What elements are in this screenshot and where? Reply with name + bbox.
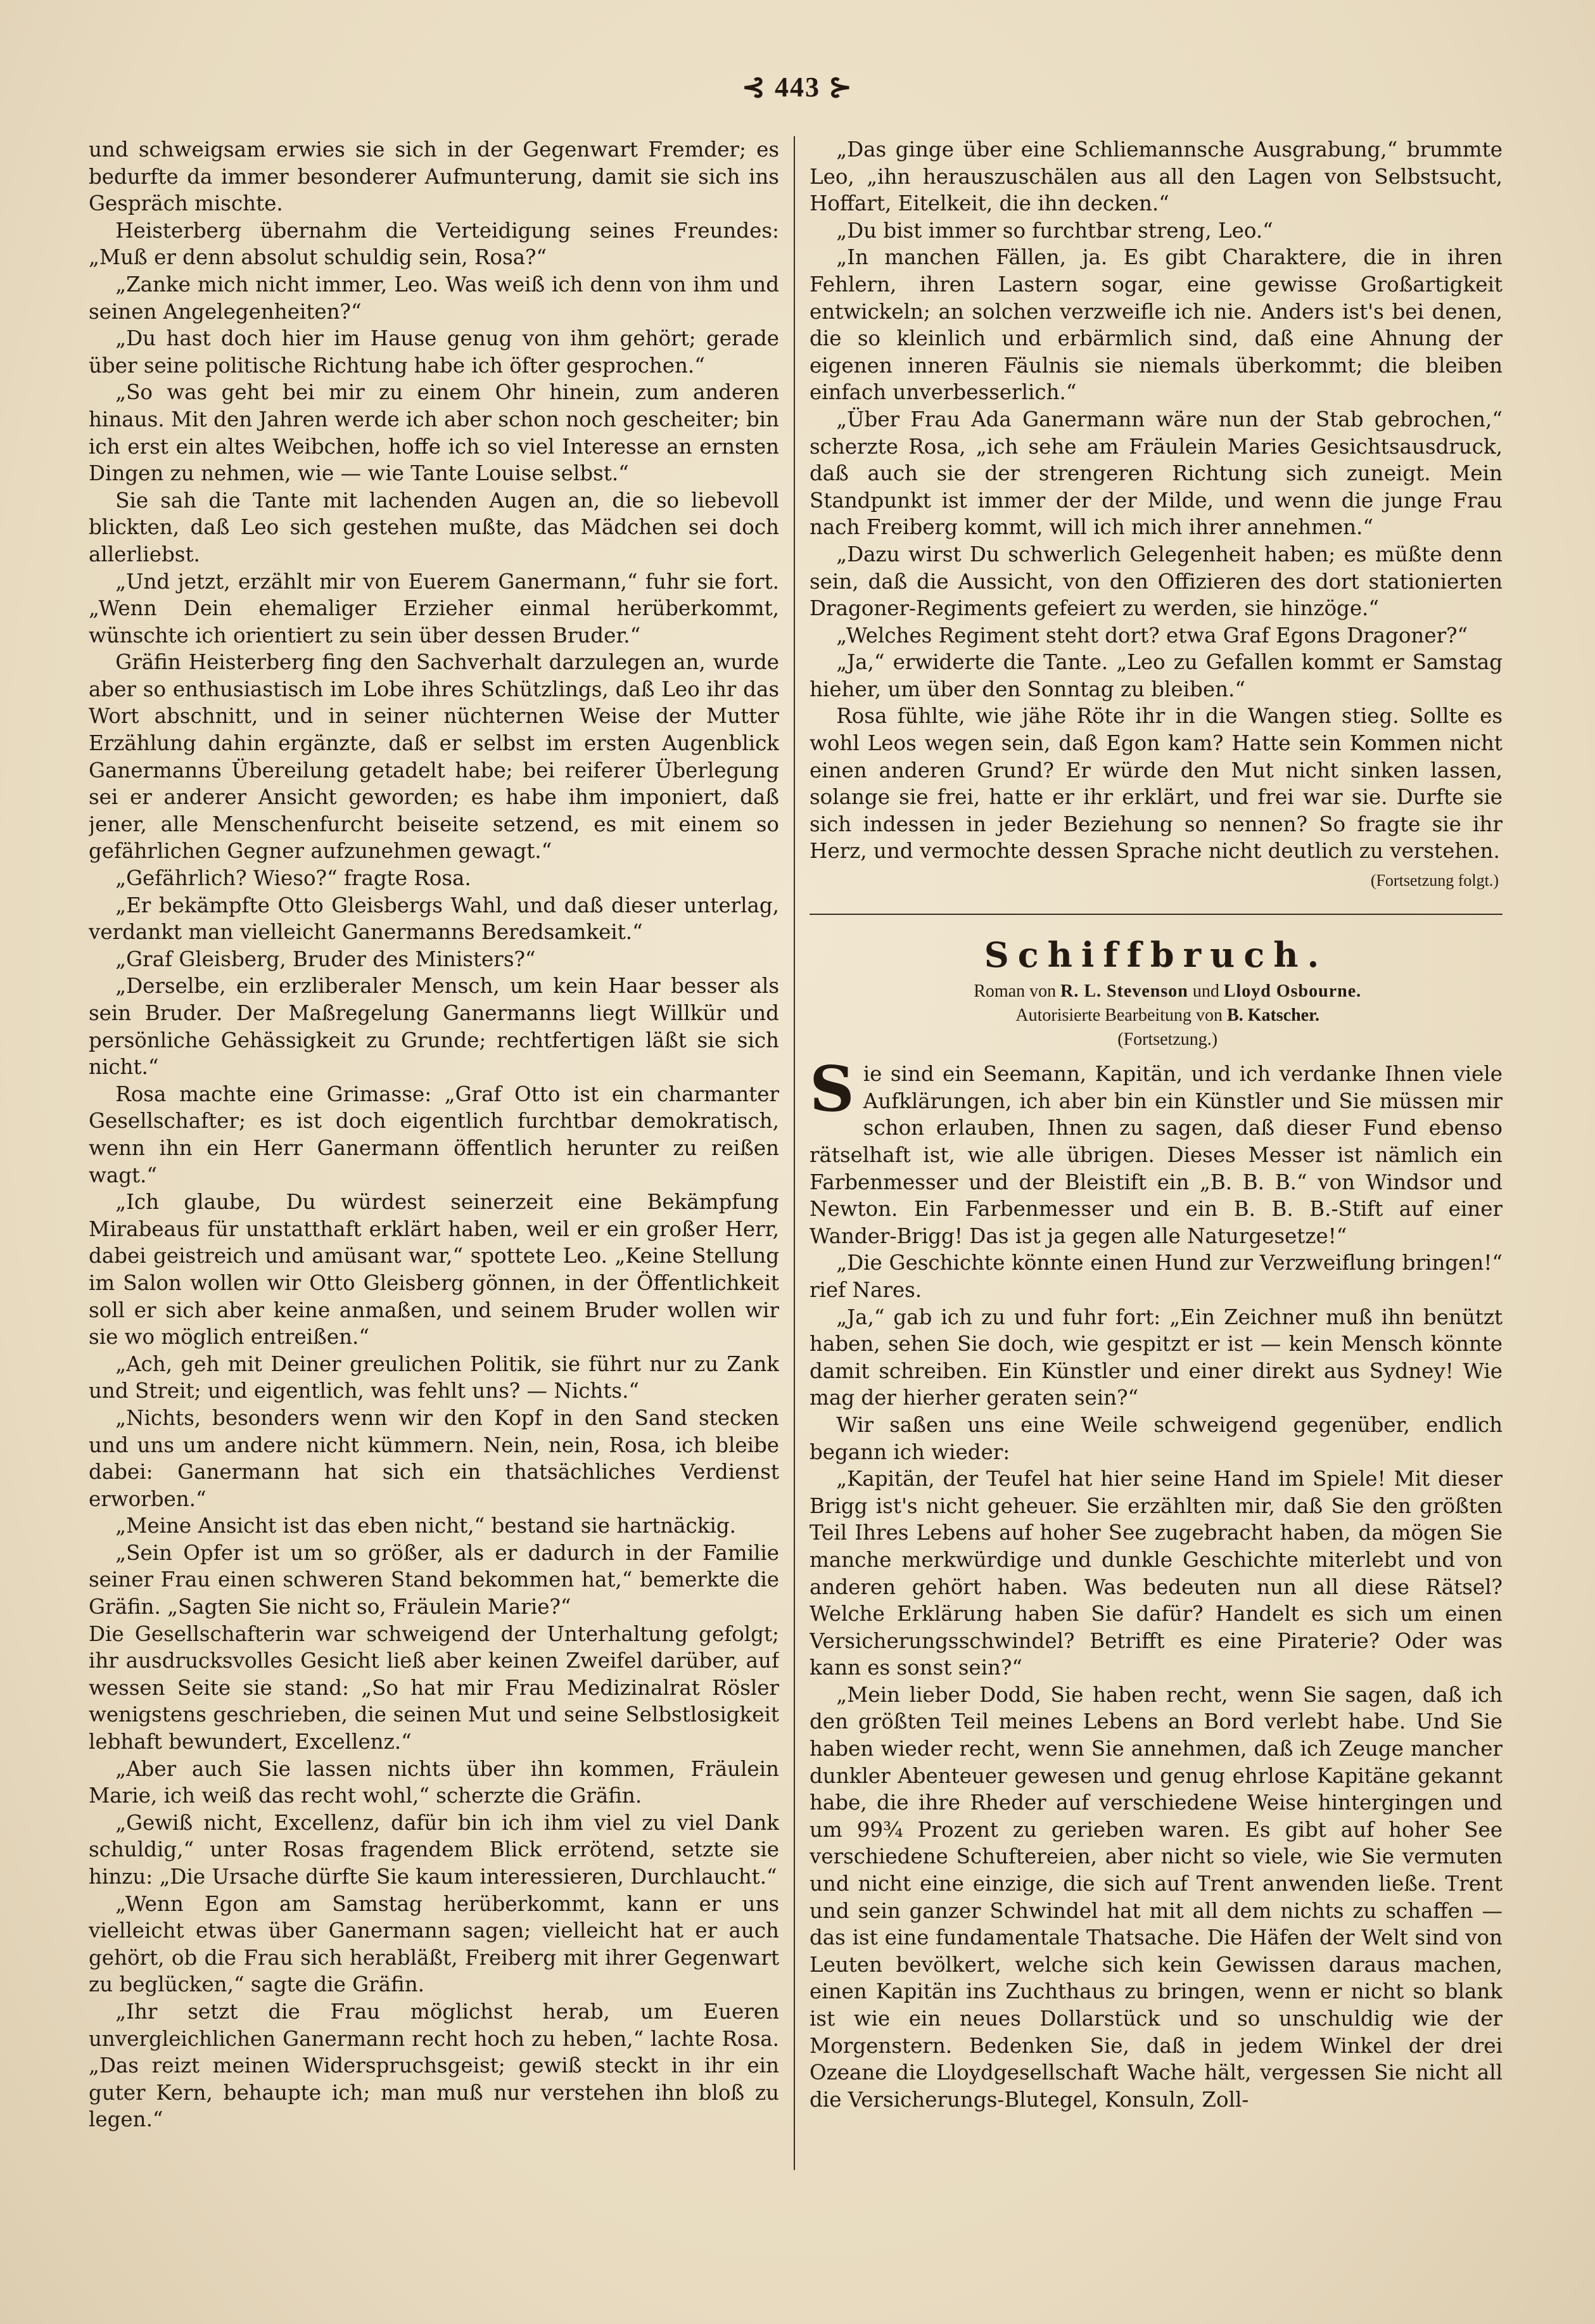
author-1: R. L. Stevenson [1060,981,1188,1002]
story-first-paragraph [810,1053,1503,1249]
paragraph: „Über Frau Ada Ganermann wäre nun der Stab gebrochen,“ scherzte Rosa, „ich sehe am Fräulein Maries Gesichtsausdruck, daß auch sie der strengeren Richtung sich zuneigt. Mein Standpunkt ist immer der der Milde, und wenn die junge Frau nach Freiberg kommt, will ich mich ihrer annehmen.“ [810,407,1503,540]
story-title: Schiffbruch. [984,934,1328,975]
paragraph: „Und jetzt, erzählt mir von Euerem Ganermann,“ fuhr sie fort. „Wenn Dein ehemaliger Erzieher einmal herüberkommt, wünschte ich orientiert zu sein über dessen Bruder.“ [89,569,779,648]
paragraph: „Graf Gleisberg, Bruder des Ministers?“ [115,947,536,971]
paragraph: „Nichts, besonders wenn wir den Kopf in den Sand stecken und uns um andere nicht kümmern. Nein, nein, Rosa, ich bleibe dabei: Ganermann hat sich ein thatsächliches Verdienst erworben.“ [89,1405,779,1511]
paragraph: Rosa machte eine Grimasse: „Graf Otto ist ein charmanter Gesellschafter; es ist doch eigentlich furchtbar demokratisch, wenn ihn ein Herr Ganermann öffentlich herunter zu reißen wagt.“ [89,1082,779,1187]
paragraph: „Kapitän, der Teufel hat hier seine Hand im Spiele! Mit dieser Brigg ist's nicht geheuer. Sie erzählten mir, daß Sie den größten Teil Ihres Lebens auf hoher See zugebracht haben, da mögen Sie manche merkwürdige und dunkle Geschichte miterlebt und von anderen gehört haben. Was bedeuten nun all diese Rätsel? Welche Erklärung haben Sie dafür? Handelt es sich um einen Versicherungsschwindel? Betrifft es eine Piraterie? Oder was kann es sonst sein?“ [810,1467,1503,1680]
drop-cap: S [810,1053,855,1127]
byline-and: und [1192,981,1219,1002]
paragraph: und schweigsam erwies sie sich in der Gegenwart Fremder; es bedurfte da immer besonderer Aufmunterung, damit sie sich ins Gespräch mischte. [89,137,779,216]
story-byline [810,980,1503,1004]
paragraph: „Zanke mich nicht immer, Leo. Was weiß ich denn von ihm und seinen Angelegenheiten?“ [89,272,779,324]
paragraph: „Die Geschichte könnte einen Hund zur Verzweiflung bringen!“ rief Nares. [810,1251,1503,1302]
part-note: (Fortsetzung.) [1117,1030,1218,1050]
paragraph: „Wenn Egon am Samstag herüberkommt, kann er uns vielleicht etwas über Ganermann sagen; vielleicht hat er auch gehört, ob die Frau sich herabläßt, Freiberg mit ihrer Gegenwart zu beglücken,“ sagte die Gräfin. [89,1891,779,1997]
paragraph: „Ja,“ gab ich zu und fuhr fort: „Ein Zeichner muß ihn benützt haben, sehen Sie doch, wie gespitzt er ist — kein Mensch könnte damit schreiben. Ein Künstler und einer direkt aus Sydney! Wie mag der hierher geraten sein?“ [810,1305,1503,1410]
paragraph: „Welches Regiment steht dort? etwa Graf Egons Dragoner?“ [836,623,1468,648]
paragraph: „Ich glaube, Du würdest seinerzeit eine Bekämpfung Mirabeaus für unstatthaft erklärt haben, weil er ein großer Herr, dabei geistreich und amüsant war,“ spottete Leo. „Keine Stellung im Salon wollen wir Otto Gleisberg gönnen, in der Öffentlichkeit soll er sich aber keine anmaßen, und seinem Bruder wollen wir sie wo möglich entreißen.“ [89,1190,779,1350]
paragraph: Die Gesellschafterin war schweigend der Unterhaltung gefolgt; ihr ausdrucksvolles Gesicht ließ aber keinen Zweifel darüber, auf wessen Seite sie stand: „So hat mir Frau Medizinalrat Rösler wenigstens geschrieben, die seinen Mut und seine Selbstlosigkeit lebhaft bewundert, Excellenz.“ [89,1621,779,1754]
translator: B. Katscher. [1227,1006,1319,1026]
first-paragraph-text: ie sind ein Seemann, Kapitän, und ich verdanke Ihnen viele Aufklärungen, ich aber bin ein Künstler und Sie müssen mir schon erlauben, Ihnen zu sagen, daß dieser Fund ebenso rätselhaft ist, wie alle übrigen. Dieses Messer ist nämlich ein Farbenmesser und der Bleistift ein „B. B. B.“ von Windsor und Newton. Ein Farbenmesser und ein B. B. B.-Stift auf einer Wander-Brigg! Das ist ja gegen alle Naturgesetze!“ [810,1062,1503,1248]
paragraph: Wir saßen uns eine Weile schweigend gegenüber, endlich begann ich wieder: [810,1412,1503,1464]
paragraph: „Sein Opfer ist um so größer, als er dadurch in der Familie seiner Frau einen schweren Stand bekommen hat,“ bemerkte die Gräfin. „Sagten Sie nicht so, Fräulein Marie?“ [89,1540,779,1619]
translation-note [810,1004,1503,1028]
page-number [0,71,1595,103]
paragraph: „Ach, geh mit Deiner greulichen Politik, sie führt nur zu Zank und Streit; und eigentlich, was fehlt uns? — Nichts.“ [89,1351,779,1403]
story-paragraphs [810,1249,1503,2113]
paragraph: „Du bist immer so furchtbar streng, Leo.“ [836,218,1273,243]
translation-prefix: Autorisierte Bearbeitung von [1015,1006,1223,1026]
page-number-value: 443 [775,72,820,103]
paragraph: „Meine Ansicht ist das eben nicht,“ bestand sie hartnäckig. [115,1514,736,1538]
ornament-left-icon: ⊰ [742,72,766,103]
continued-story [810,136,1503,865]
paragraph: Gräfin Heisterberg fing den Sachverhalt darzulegen an, wurde aber so enthusiastisch im Lobe ihres Schützlings, daß Leo ihr das Wort abschnitt, und in seiner nüchternen Weise der Mutter Erzählung dahin ergänzte, daß er selbst im ersten Augenblick Ganermanns Übereilung getadelt habe; bei reiferer Überlegung sei er anderer Ansicht geworden; es habe ihm imponiert, daß jener, alle Menschenfurcht beiseite setzend, es mit einem so gefährlichen Gegner aufzunehmen gewagt.“ [89,650,779,864]
paragraph: Heisterberg übernahm die Verteidigung seines Freundes: „Muß er denn absolut schuldig sein, Rosa?“ [89,218,779,270]
right-column [810,136,1503,2227]
paragraph: „Das ginge über eine Schliemannsche Ausgrabung,“ brummte Leo, „ihn herauszuschälen aus all den Lagen von Selbstsucht, Hoffart, Eitelkeit, die ihn decken.“ [810,137,1503,216]
left-column [89,136,779,2227]
paragraph: Sie sah die Tante mit lachenden Augen an, die so liebevoll blickten, daß Leo sich gestehen mußte, das Mädchen sei doch allerliebst. [89,488,779,566]
paragraph: „Ihr setzt die Frau möglichst herab, um Eueren unvergleichlichen Ganermann recht hoch zu heben,“ lachte Rosa. „Das reizt meinen Widerspruchsgeist; gewiß steckt in ihr ein guter Kern, behaupte ich; man muß nur verstehen ihn bloß zu legen.“ [89,1999,779,2132]
byline-prefix: Roman von [974,981,1057,1002]
paragraph: „Aber auch Sie lassen nichts über ihn kommen, Fräulein Marie, ich weiß das recht wohl,“ scherzte die Gräfin. [89,1756,779,1808]
paragraph: „Mein lieber Dodd, Sie haben recht, wenn Sie sagen, daß ich den größten Teil meines Lebens an Bord verlebt habe. Und Sie haben wieder recht, wenn Sie annehmen, daß ich Zeuge mancher dunkler Abenteuer gewesen und genug ehrlose Kapitäne gekannt habe, die ihre Rheder auf verschiedene Weise hintergingen und um 99¾ Prozent zu gerieben waren. Es gibt auf hoher See verschiedene Schuftereien, aber nicht so viele, wie Sie vermuten und nicht eine einzige, die sich auf Trent anwenden ließe. Trent und sein ganzer Schwindel hat mit all dem nichts zu schaffen — das ist eine fundamentale Thatsache. Die Häfen der Welt sind von Leuten bevölkert, welche sich kein Gewissen daraus machen, einen Kapitän ins Zuchthaus zu bringen, wenn er nicht so blank ist wie ein neues Dollarstück und so unschuldig wie der Morgenstern. Bedenken Sie, daß in jedem Winkel der drei Ozeane die Lloydgesellschaft Wache hält, vergessen Sie nicht all die Versicherungs-Blutegel, Konsuln, Zoll- [810,1682,1503,2112]
paragraph: „Derselbe, ein erzliberaler Mensch, um kein Haar besser als sein Bruder. Der Maßregelung Ganermanns liegt Willkür und persönliche Gehässigkeit zu Grunde; rechtfertigen läßt sie sich nicht.“ [89,974,779,1080]
continued-note: (Fortsetzung folgt.) [1370,871,1499,890]
paragraph: „Ja,“ erwiderte die Tante. „Leo zu Gefallen kommt er Samstag hieher, um über den Sonntag zu bleiben.“ [810,650,1503,701]
ornament-right-icon: ⊱ [829,72,853,103]
paragraph: „So was geht bei mir zu einem Ohr hinein, zum anderen hinaus. Mit den Jahren werde ich aber schon noch gescheiter; bin ich erst ein altes Weibchen, hoffe ich so viel Interesse an ernsten Dingen zu nehmen, wie — wie Tante Louise selbst.“ [89,380,779,486]
paragraph: „Gefährlich? Wieso?“ fragte Rosa. [115,866,471,891]
column-divider [794,136,795,2170]
section-separator [810,914,1503,915]
paragraph: Rosa fühlte, wie jähe Röte ihr in die Wangen stieg. Sollte es wohl Leos wegen sein, daß Egon kam? Hatte sein Kommen nicht einen anderen Grund? Er würde den Mut nicht sinken lassen, solange sie frei, hatte er ihr erklärt, und frei war sie. Durfte sie sich indessen in jeder Beziehung so nennen? So fragte sie ihr Herz, und vermochte dessen Sprache nicht deutlich zu verstehen. [810,704,1503,864]
paragraph: „Du hast doch hier im Hause genug von ihm gehört; gerade über seine politische Richtung habe ich öfter gesprochen.“ [89,326,779,378]
paragraph: „In manchen Fällen, ja. Es gibt Charaktere, die in ihren Fehlern, ihren Lastern sogar, eine gewisse Großartigkeit entwickeln; an solchen verzweifle ich nie. Anders ist's bei denen, die so kleinlich und erbärmlich sind, daß eine Ahnung der eigenen inneren Fäulnis sie niemals überkommt; die bleiben einfach unverbesserlich.“ [810,245,1503,405]
paragraph: „Gewiß nicht, Excellenz, dafür bin ich ihm viel zu viel Dank schuldig,“ unter Rosas fragendem Blick errötend, setzte sie hinzu: „Die Ursache dürfte Sie kaum interessieren, Durchlaucht.“ [89,1810,779,1889]
paragraph: „Er bekämpfte Otto Gleisbergs Wahl, und daß dieser unterlag, verdankt man vielleicht Ganermanns Beredsamkeit.“ [89,893,779,945]
author-2: Lloyd Osbourne. [1223,981,1362,1002]
paragraph: „Dazu wirst Du schwerlich Gelegenheit haben; es müßte denn sein, daß die Aussicht, von den Offizieren des dort stationierten Dragoner-Regiments gefeiert zu werden, sie hinzöge.“ [810,542,1503,621]
